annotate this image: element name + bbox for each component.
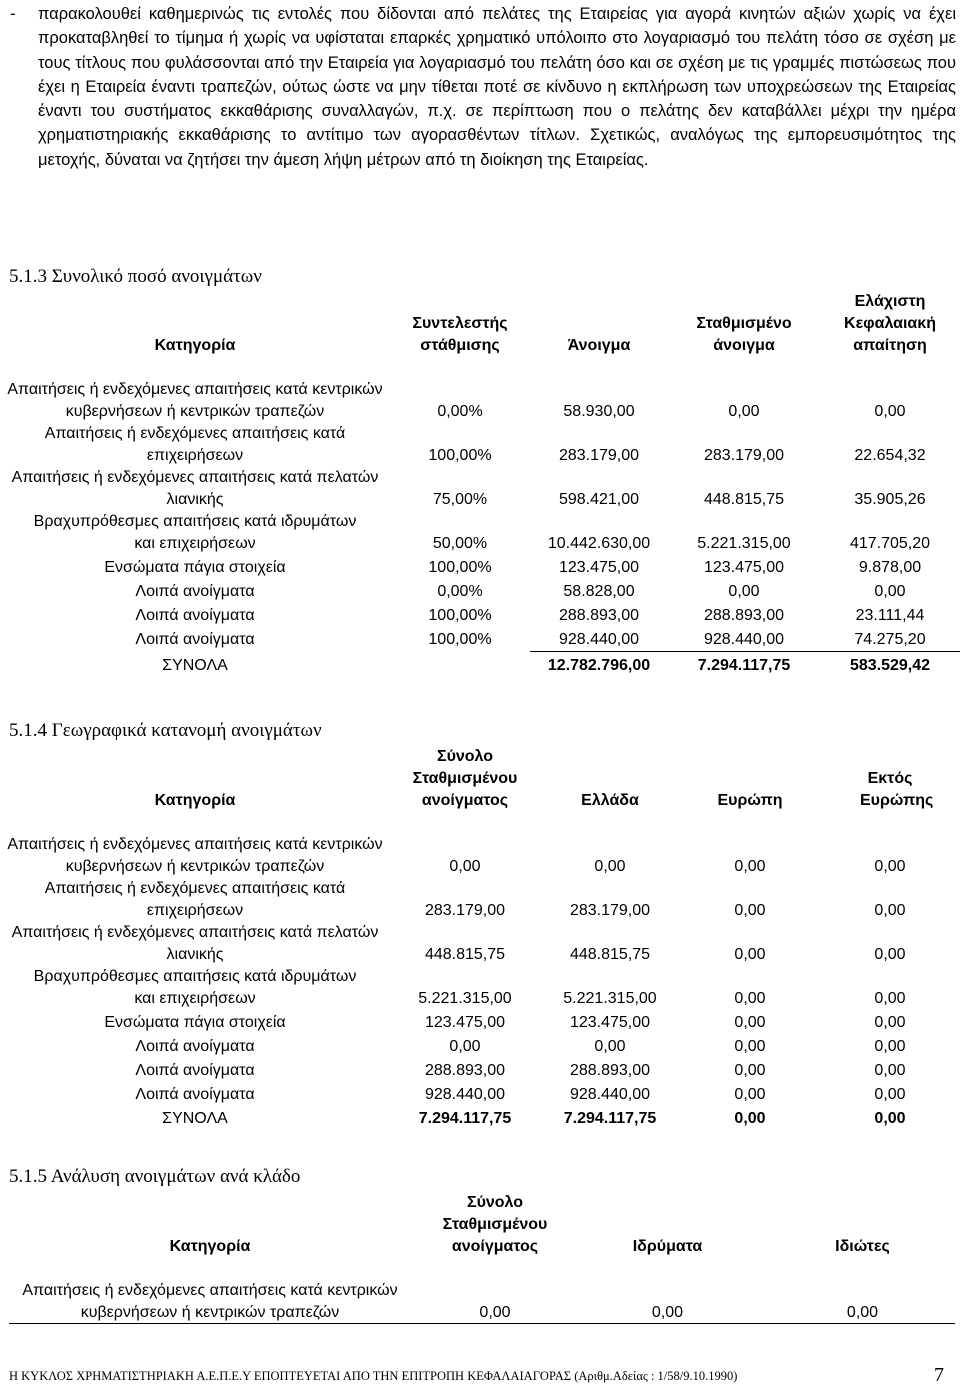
- table-row: [0, 1082, 960, 1106]
- col-header-greece: Ελλάδα: [581, 792, 639, 809]
- table-row: [0, 1058, 960, 1082]
- row-weight: 100,00%: [428, 447, 492, 464]
- row-weighted-exposure: 0,00: [728, 403, 760, 420]
- row-weight: 0,00%: [437, 583, 483, 600]
- row-exposure: 123.475,00: [558, 559, 640, 576]
- col-header-europe: Ευρώπη: [717, 792, 783, 809]
- total-label: ΣΥΝΟΛΑ: [162, 657, 228, 674]
- row-category: Λοιπά ανοίγματα: [135, 607, 255, 624]
- row-total-weighted: 448.815,75: [424, 946, 506, 963]
- table-header-row: [0, 289, 960, 357]
- row-exposure: 288.893,00: [558, 607, 640, 624]
- col-header-category: Κατηγορία: [154, 792, 236, 809]
- table-row: [0, 627, 960, 651]
- row-weight: 100,00%: [428, 559, 492, 576]
- col-header-total-weighted: Σύνολο Σταθμισμένου ανοίγματος: [442, 1194, 548, 1255]
- row-weighted-exposure: 0,00: [728, 583, 760, 600]
- row-total-weighted: 0,00: [449, 1038, 481, 1055]
- row-outside-europe: 0,00: [874, 902, 906, 919]
- row-total-weighted: 0,00: [449, 858, 481, 875]
- row-exposure: 598.421,00: [558, 491, 640, 508]
- table-row: [0, 1010, 960, 1034]
- section-title-total-exposures: 5.1.3 Συνολικό ποσό ανοιγμάτων: [9, 266, 262, 287]
- row-greece: 283.179,00: [569, 902, 651, 919]
- geographic-distribution-table: [0, 744, 960, 1130]
- row-category: Απαιτήσεις ή ενδεχόμενες απαιτήσεις κατά κεντρικών κυβερνήσεων ή κεντρικών τραπεζών: [7, 836, 383, 875]
- row-category: Λοιπά ανοίγματα: [135, 1062, 255, 1079]
- row-total-weighted: 288.893,00: [424, 1062, 506, 1079]
- row-total-weighted: 283.179,00: [424, 902, 506, 919]
- row-europe: 0,00: [734, 1062, 766, 1079]
- total-greece: 7.294.117,75: [563, 1110, 657, 1127]
- row-weighted-exposure: 283.179,00: [703, 447, 785, 464]
- row-total-weighted: 928.440,00: [424, 1086, 506, 1103]
- row-weighted-exposure: 928.440,00: [668, 627, 820, 651]
- row-outside-europe: 0,00: [874, 1062, 906, 1079]
- table-row: [0, 603, 960, 627]
- row-weighted-exposure: 288.893,00: [703, 607, 785, 624]
- row-exposure: 283.179,00: [558, 447, 640, 464]
- col-header-category: Κατηγορία: [169, 1238, 251, 1255]
- table-row: [0, 812, 960, 878]
- row-outside-europe: 0,00: [874, 946, 906, 963]
- row-category: Απαιτήσεις ή ενδεχόμενες απαιτήσεις κατά πελατών λιανικής: [11, 924, 379, 963]
- total-weight: [390, 651, 530, 677]
- intro-text: παρακολουθεί καθημερινώς τις εντολές που δίδονται από πελάτες της Εταιρείας για αγορά κινητών αξιών χωρίς να έχει προκαταβληθεί το τίμημα ή χωρίς να υφίσταται επαρκές χρηματικό υπόλοιπο στο λογαριασμό του πελάτη τόσο σε σχέση με τους τίτλους που φυλάσσονται από την Εταιρεία για λογαριασμό του πελάτη όσο και σε σχέση με τις γραμμές πιστώσεως που έχει η Εταιρεία έναντι τραπεζών, ούτως ώστε να μην τίθεται ποτέ σε κίνδυνο η εκπλήρωση των υποχρεώσεων της Εταιρείας έναντι του συστήματος εκκαθάρισης συναλλαγών, π.χ. σε περίπτωση που ο πελάτης δεν καταβάλλει μέχρι την ημέρα χρηματιστηριακής εκκαθάρισης το αντίτιμο των αγορασθέντων τίτλων. Σχετικώς, αναλόγως της εμπορευσιμότητος της μετοχής, δύναται να ζητήσει την άμεση λήψη μέτρων από τη διοίκηση της Εταιρείας.: [38, 5, 956, 169]
- row-exposure: 928.440,00: [530, 627, 668, 651]
- table-row: [0, 423, 960, 467]
- total-europe: 0,00: [734, 1110, 766, 1127]
- row-outside-europe: 0,00: [874, 1086, 906, 1103]
- total-total-weighted: 7.294.117,75: [418, 1110, 512, 1127]
- row-weighted-exposure: 123.475,00: [703, 559, 785, 576]
- row-exposure: 10.442.630,00: [547, 535, 651, 552]
- row-exposure: 58.828,00: [563, 583, 635, 600]
- row-total-weighted: 0,00: [479, 1304, 511, 1321]
- row-europe: 0,00: [734, 858, 766, 875]
- row-weight: 100,00%: [428, 607, 492, 624]
- table-row: [0, 555, 960, 579]
- row-category: Ενσώματα πάγια στοιχεία: [104, 1014, 286, 1031]
- row-capital-requirement: 23.111,44: [855, 607, 925, 624]
- row-weighted-exposure: 448.815,75: [703, 491, 785, 508]
- col-header-institutions: Ιδρύματα: [632, 1238, 703, 1255]
- row-greece: 123.475,00: [569, 1014, 651, 1031]
- row-greece: 448.815,75: [569, 946, 651, 963]
- section-title-geographic-distribution: 5.1.4 Γεωγραφικά κατανομή ανοιγμάτων: [9, 720, 322, 741]
- row-greece: 0,00: [594, 1038, 626, 1055]
- row-capital-requirement: 0,00: [874, 403, 906, 420]
- row-outside-europe: 0,00: [874, 1038, 906, 1055]
- table-header-row: [0, 744, 960, 812]
- row-weight: 50,00%: [432, 535, 488, 552]
- row-category: Λοιπά ανοίγματα: [135, 1038, 255, 1055]
- bullet-dash: -: [10, 4, 16, 23]
- row-weight: 0,00%: [437, 403, 483, 420]
- row-category: Απαιτήσεις ή ενδεχόμενες απαιτήσεις κατά επιχειρήσεων: [44, 425, 346, 464]
- row-capital-requirement: 0,00: [874, 583, 906, 600]
- col-header-category: Κατηγορία: [154, 337, 236, 354]
- footer-text: Η ΚΥΚΛΟΣ ΧΡΗΜΑΤΙΣΤΗΡΙΑΚΗ Α.Ε.Π.Ε.Υ ΕΠΟΠΤΕΥΕΤΑΙ ΑΠΟ ΤΗΝ ΕΠΙΤΡΟΠΗ ΚΕΦΑΛΑΙΑΓΟΡΑΣ (Αριθμ.Αδείας : 1/58/9.10.1990): [9, 1369, 738, 1383]
- row-category: Λοιπά ανοίγματα: [135, 631, 255, 648]
- total-exposure: 12.782.796,00: [547, 657, 651, 674]
- row-europe: 0,00: [734, 1086, 766, 1103]
- table-header-row: [0, 1190, 960, 1258]
- total-exposures-table: [0, 289, 960, 677]
- footer-divider: [9, 1323, 955, 1324]
- col-header-outside-europe: Εκτός Ευρώπης: [860, 770, 934, 809]
- row-greece: 0,00: [594, 858, 626, 875]
- row-europe: 0,00: [734, 1038, 766, 1055]
- row-category: Ενσώματα πάγια στοιχεία: [104, 559, 286, 576]
- row-category: Απαιτήσεις ή ενδεχόμενες απαιτήσεις κατά πελατών λιανικής: [11, 469, 379, 508]
- row-capital-requirement: 9.878,00: [858, 559, 922, 576]
- row-greece: 928.440,00: [569, 1086, 651, 1103]
- row-individuals: 0,00: [846, 1304, 879, 1321]
- row-capital-requirement: 22.654,32: [854, 447, 926, 464]
- row-outside-europe: 0,00: [874, 858, 906, 875]
- intro-paragraph: [10, 2, 956, 172]
- table-row: [0, 511, 960, 555]
- col-header-exposure: Άνοιγμα: [567, 337, 631, 354]
- row-weighted-exposure: 5.221.315,00: [697, 535, 791, 552]
- row-category: Βραχυπρόθεσμες απαιτήσεις κατά ιδρυμάτων και επιχειρήσεων: [33, 513, 357, 552]
- table-row: [0, 966, 960, 1010]
- table-row: [0, 357, 960, 423]
- total-row: [0, 651, 960, 677]
- col-header-capital-requirement: Ελάχιστη Κεφαλαιακή απαίτηση: [844, 293, 936, 354]
- row-category: Απαιτήσεις ή ενδεχόμενες απαιτήσεις κατά κεντρικών κυβερνήσεων ή κεντρικών τραπεζών: [22, 1282, 398, 1321]
- row-category: Απαιτήσεις ή ενδεχόμενες απαιτήσεις κατά επιχειρήσεων: [44, 880, 346, 919]
- row-capital-requirement: 74.275,20: [820, 627, 960, 651]
- table-row: [0, 467, 960, 511]
- total-weighted-exposure: 7.294.117,75: [697, 657, 791, 674]
- row-europe: 0,00: [734, 990, 766, 1007]
- col-header-total-weighted: Σύνολο Σταθμισμένου ανοίγματος: [412, 748, 518, 809]
- table-row: [0, 579, 960, 603]
- table-row: [0, 922, 960, 966]
- total-row: [0, 1106, 960, 1130]
- total-capital-requirement: 583.529,42: [849, 657, 931, 674]
- row-total-weighted: 123.475,00: [424, 1014, 506, 1031]
- row-weight: 75,00%: [432, 491, 488, 508]
- row-category: Λοιπά ανοίγματα: [135, 583, 255, 600]
- table-row: [0, 878, 960, 922]
- row-category: Λοιπά ανοίγματα: [135, 1086, 255, 1103]
- row-category: Απαιτήσεις ή ενδεχόμενες απαιτήσεις κατά κεντρικών κυβερνήσεων ή κεντρικών τραπεζών: [7, 381, 383, 420]
- row-outside-europe: 0,00: [874, 990, 906, 1007]
- row-greece: 5.221.315,00: [563, 990, 657, 1007]
- row-capital-requirement: 35.905,26: [854, 491, 926, 508]
- row-institutions: 0,00: [651, 1304, 684, 1321]
- row-total-weighted: 5.221.315,00: [418, 990, 512, 1007]
- total-outside-europe: 0,00: [874, 1110, 906, 1127]
- row-europe: 0,00: [734, 1014, 766, 1031]
- row-outside-europe: 0,00: [874, 1014, 906, 1031]
- total-label: ΣΥΝΟΛΑ: [162, 1110, 228, 1127]
- col-header-weighted-exposure: Σταθμισμένο άνοιγμα: [696, 315, 792, 354]
- row-capital-requirement: 417.705,20: [849, 535, 931, 552]
- table-row: [0, 1258, 960, 1324]
- col-header-weight: Συντελεστής στάθμισης: [412, 315, 508, 354]
- row-europe: 0,00: [734, 902, 766, 919]
- table-row: [0, 1034, 960, 1058]
- row-europe: 0,00: [734, 946, 766, 963]
- sector-analysis-table: [0, 1190, 960, 1324]
- row-category: Βραχυπρόθεσμες απαιτήσεις κατά ιδρυμάτων και επιχειρήσεων: [33, 968, 357, 1007]
- col-header-individuals: Ιδιώτες: [835, 1238, 890, 1255]
- row-weight: 100,00%: [428, 631, 492, 648]
- section-title-sector-analysis: 5.1.5 Ανάλυση ανοιγμάτων ανά κλάδο: [9, 1166, 301, 1187]
- row-exposure: 58.930,00: [563, 403, 635, 420]
- row-greece: 288.893,00: [569, 1062, 651, 1079]
- page-number: 7: [934, 1364, 944, 1386]
